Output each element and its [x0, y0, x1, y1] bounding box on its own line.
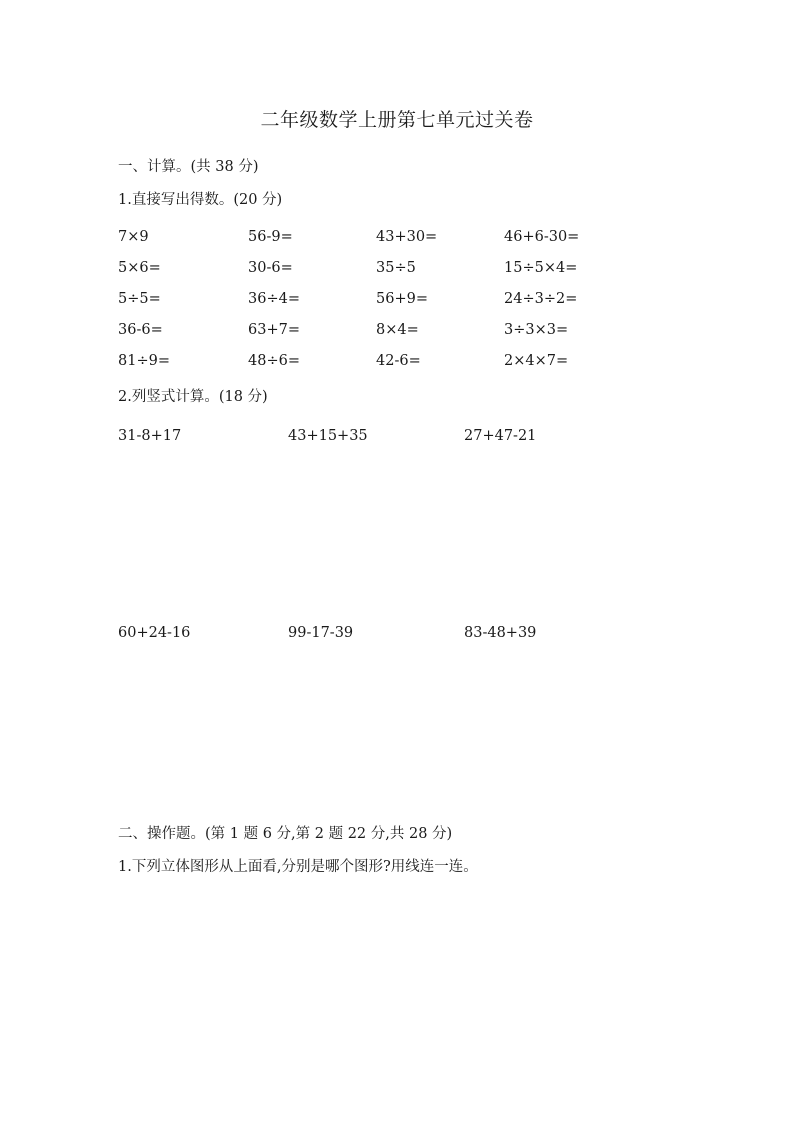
vertical-calc-problem: 27+47-21 — [464, 428, 537, 444]
problem-cell: 81÷9= — [118, 353, 170, 369]
problem-cell: 63+7= — [248, 322, 300, 338]
mental-math-row — [118, 229, 718, 260]
mental-math-row — [118, 322, 718, 353]
mental-math-row — [118, 260, 718, 291]
problem-cell: 35÷5 — [376, 260, 416, 276]
problem-cell: 5÷5= — [118, 291, 161, 307]
problem-cell: 42-6= — [376, 353, 421, 369]
section-2-heading: 二、操作题。(第 1 题 6 分,第 2 题 22 分,共 28 分) — [118, 826, 453, 842]
problem-cell: 30-6= — [248, 260, 293, 276]
problem-cell: 8×4= — [376, 322, 419, 338]
problem-cell: 24÷3÷2= — [504, 291, 578, 307]
vertical-calc-row — [118, 428, 718, 448]
problem-cell: 36÷4= — [248, 291, 300, 307]
question-1-2-label: 2.列竖式计算。(18 分) — [118, 389, 268, 405]
problem-cell: 56+9= — [376, 291, 428, 307]
page-title: 二年级数学上册第七单元过关卷 — [260, 109, 534, 131]
vertical-calc-problem: 99-17-39 — [288, 625, 354, 641]
vertical-calc-problem: 83-48+39 — [464, 625, 537, 641]
problem-cell: 5×6= — [118, 260, 161, 276]
vertical-calc-problem: 43+15+35 — [288, 428, 368, 444]
question-1-1-label: 1.直接写出得数。(20 分) — [118, 192, 283, 208]
vertical-calc-problem: 31-8+17 — [118, 428, 182, 444]
question-2-1-label: 1.下列立体图形从上面看,分别是哪个图形?用线连一连。 — [118, 859, 478, 875]
problem-cell: 7×9 — [118, 229, 149, 245]
mental-math-grid — [118, 229, 718, 384]
vertical-calc-problem: 60+24-16 — [118, 625, 191, 641]
problem-cell: 56-9= — [248, 229, 293, 245]
problem-cell: 2×4×7= — [504, 353, 569, 369]
section-1-heading: 一、计算。(共 38 分) — [118, 159, 259, 175]
problem-cell: 36-6= — [118, 322, 163, 338]
vertical-calc-row — [118, 625, 718, 645]
mental-math-row — [118, 291, 718, 322]
problem-cell: 48÷6= — [248, 353, 300, 369]
mental-math-row — [118, 353, 718, 384]
problem-cell: 3÷3×3= — [504, 322, 569, 338]
problem-cell: 46+6-30= — [504, 229, 580, 245]
problem-cell: 43+30= — [376, 229, 438, 245]
problem-cell: 15÷5×4= — [504, 260, 578, 276]
